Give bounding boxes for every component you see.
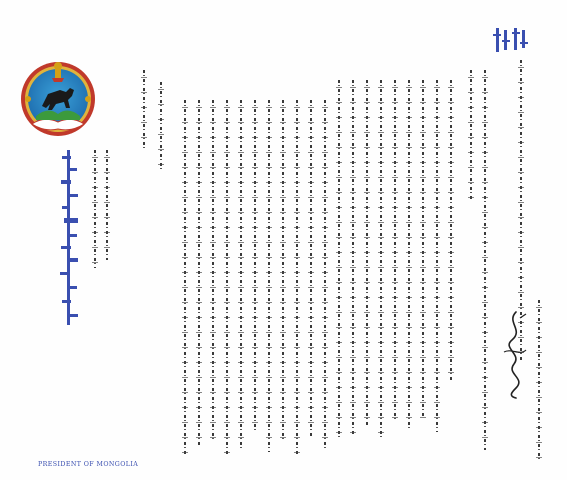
text-column xyxy=(226,100,228,455)
text-column xyxy=(240,100,242,448)
text-column xyxy=(408,80,410,430)
footer-president-label: PRESIDENT OF MONGOLIA xyxy=(38,461,139,468)
text-column xyxy=(338,80,340,440)
text-column xyxy=(212,100,214,440)
text-column xyxy=(352,80,354,435)
text-column xyxy=(484,70,486,450)
text-column xyxy=(380,80,382,438)
text-column xyxy=(254,100,256,430)
text-column xyxy=(282,100,284,442)
text-column xyxy=(310,100,312,436)
text-column xyxy=(538,300,540,460)
text-column xyxy=(143,70,145,150)
text-column xyxy=(436,80,438,432)
text-column xyxy=(324,100,326,450)
text-column xyxy=(366,80,368,425)
text-column xyxy=(94,150,96,268)
text-column xyxy=(470,70,472,200)
text-column xyxy=(184,100,186,455)
text-column xyxy=(160,82,162,170)
text-column xyxy=(394,80,396,420)
signature-icon xyxy=(496,308,532,400)
text-column xyxy=(106,150,108,260)
text-column xyxy=(296,100,298,455)
text-column xyxy=(450,80,452,380)
text-column xyxy=(268,100,270,452)
text-column xyxy=(422,80,424,418)
text-column xyxy=(198,100,200,445)
